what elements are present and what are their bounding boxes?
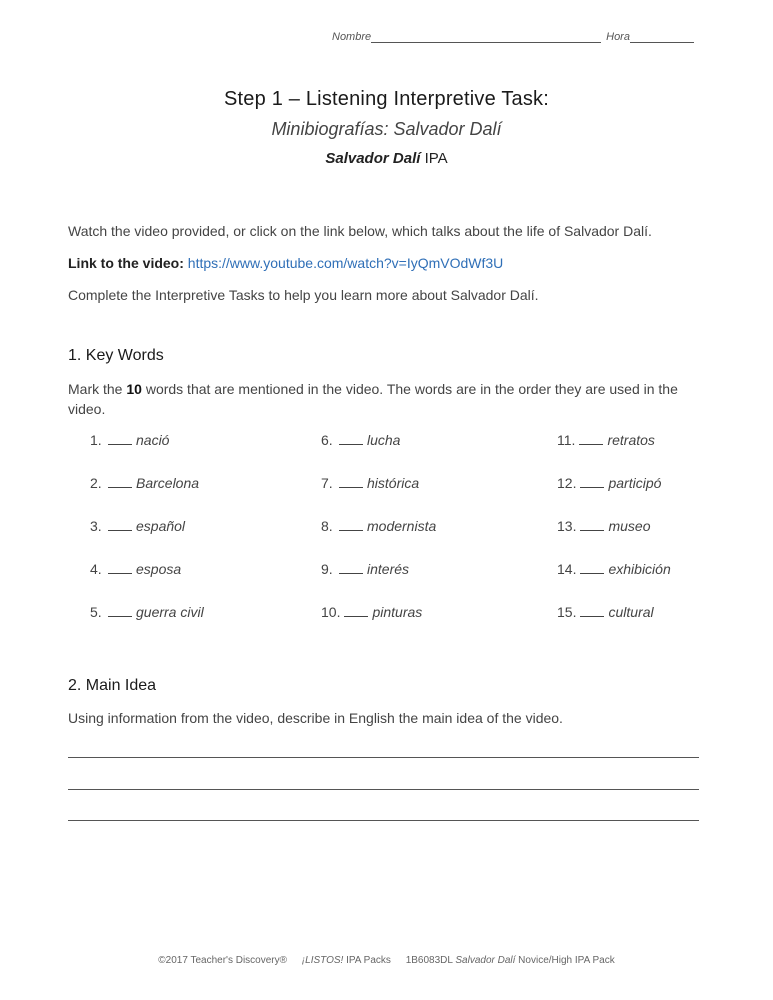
key-word-item [90,432,169,448]
key-word-text: pinturas [372,604,423,620]
key-word-item [557,561,671,577]
key-word-number: 5. [90,604,102,620]
key-word-text: museo [608,518,651,534]
page-title: Step 1 – Listening Interpretive Task: [224,88,549,110]
key-word-checkbox-blank[interactable] [579,432,603,445]
footer-product [406,955,615,966]
key-word-item [557,432,655,448]
key-word-checkbox-blank[interactable] [580,561,604,574]
key-word-checkbox-blank[interactable] [108,561,132,574]
key-word-item [321,518,436,534]
key-word-checkbox-blank[interactable] [339,561,363,574]
key-word-number: 15. [557,604,577,620]
key-word-text: esposa [136,561,182,577]
key-word-item [90,475,199,491]
answer-line[interactable] [68,820,699,821]
name-period-header [332,31,704,43]
key-word-checkbox-blank[interactable] [344,604,368,617]
instr-pre: Mark the [68,381,127,397]
intro-line-3: Complete the Interpretive Tasks to help you learn more about Salvador Dalí. [68,287,539,303]
key-word-number: 3. [90,518,102,534]
video-link-label: Link to the video: [68,255,184,271]
footer [0,955,773,966]
key-word-item [90,604,204,620]
key-word-text: español [136,518,186,534]
key-word-number: 4. [90,561,102,577]
key-word-item [321,475,419,491]
key-word-item [557,475,661,491]
instr-count: 10 [126,381,142,397]
ipa-title-suffix: IPA [420,150,448,167]
title-block [0,88,773,167]
key-word-text: exhibición [608,561,671,577]
key-word-item [557,604,654,620]
key-word-text: lucha [367,432,401,448]
key-words-heading: 1. Key Words [68,347,164,364]
page-subtitle: Minibiografías: Salvador Dalí [271,119,502,139]
name-blank[interactable] [371,32,601,43]
key-word-item [321,432,400,448]
key-word-number: 14. [557,561,577,577]
footer-pack-italic: ¡LISTOS! [301,955,344,966]
key-word-checkbox-blank[interactable] [339,475,363,488]
key-word-checkbox-blank[interactable] [108,604,132,617]
footer-copyright: ©2017 Teacher's Discovery® [158,955,288,966]
period-blank[interactable] [630,32,694,43]
key-word-checkbox-blank[interactable] [580,518,604,531]
name-label: Nombre [332,31,372,43]
answer-line[interactable] [68,757,699,758]
main-idea-heading: 2. Main Idea [68,677,157,694]
key-word-text: participó [608,475,662,491]
footer-product-rest: Novice/High IPA Pack [515,955,615,966]
key-word-checkbox-blank[interactable] [108,475,132,488]
footer-pack-rest: IPA Packs [343,955,391,966]
key-word-number: 1. [90,432,102,448]
key-word-number: 11. [557,432,576,448]
key-word-checkbox-blank[interactable] [108,432,132,445]
key-word-item [321,561,409,577]
instr-post: words that are mentioned in the video. The words are in the order they are used in the video. [68,381,678,417]
key-word-number: 2. [90,475,102,491]
ipa-title-name: Salvador Dalí [325,150,421,167]
ipa-title [0,150,773,167]
key-word-item [90,518,185,534]
key-word-checkbox-blank[interactable] [108,518,132,531]
key-word-text: cultural [608,604,654,620]
video-link[interactable]: https://www.youtube.com/watch?v=IyQmVOdWf3U [187,255,504,271]
key-word-number: 6. [321,432,333,448]
period-label: Hora [606,31,630,43]
key-word-item [90,561,181,577]
key-word-number: 12. [557,475,577,491]
key-word-item [321,604,422,620]
key-word-text: Barcelona [136,475,200,491]
key-words-instructions [68,379,708,419]
main-idea-instructions: Using information from the video, describe in English the main idea of the video. [68,710,563,726]
footer-code: 1B6083DL [405,955,456,966]
key-word-number: 8. [321,518,333,534]
footer-pack [302,955,391,966]
key-word-text: retratos [607,432,655,448]
footer-product-italic: Salvador Dalí [455,955,516,966]
key-word-text: guerra civil [136,604,204,620]
intro-line-1: Watch the video provided, or click on the link below, which talks about the life of Salvador Dalí. [68,223,652,239]
key-word-number: 13. [557,518,577,534]
key-word-text: histórica [367,475,420,491]
key-word-checkbox-blank[interactable] [580,475,604,488]
key-word-text: nació [136,432,170,448]
key-word-checkbox-blank[interactable] [339,432,363,445]
key-word-checkbox-blank[interactable] [580,604,604,617]
key-word-text: interés [367,561,410,577]
key-word-text: modernista [367,518,437,534]
answer-line[interactable] [68,789,699,790]
key-word-checkbox-blank[interactable] [339,518,363,531]
key-word-item [557,518,651,534]
key-word-number: 9. [321,561,333,577]
key-word-number: 10. [321,604,341,620]
key-word-number: 7. [321,475,333,491]
video-link-line [68,253,503,273]
